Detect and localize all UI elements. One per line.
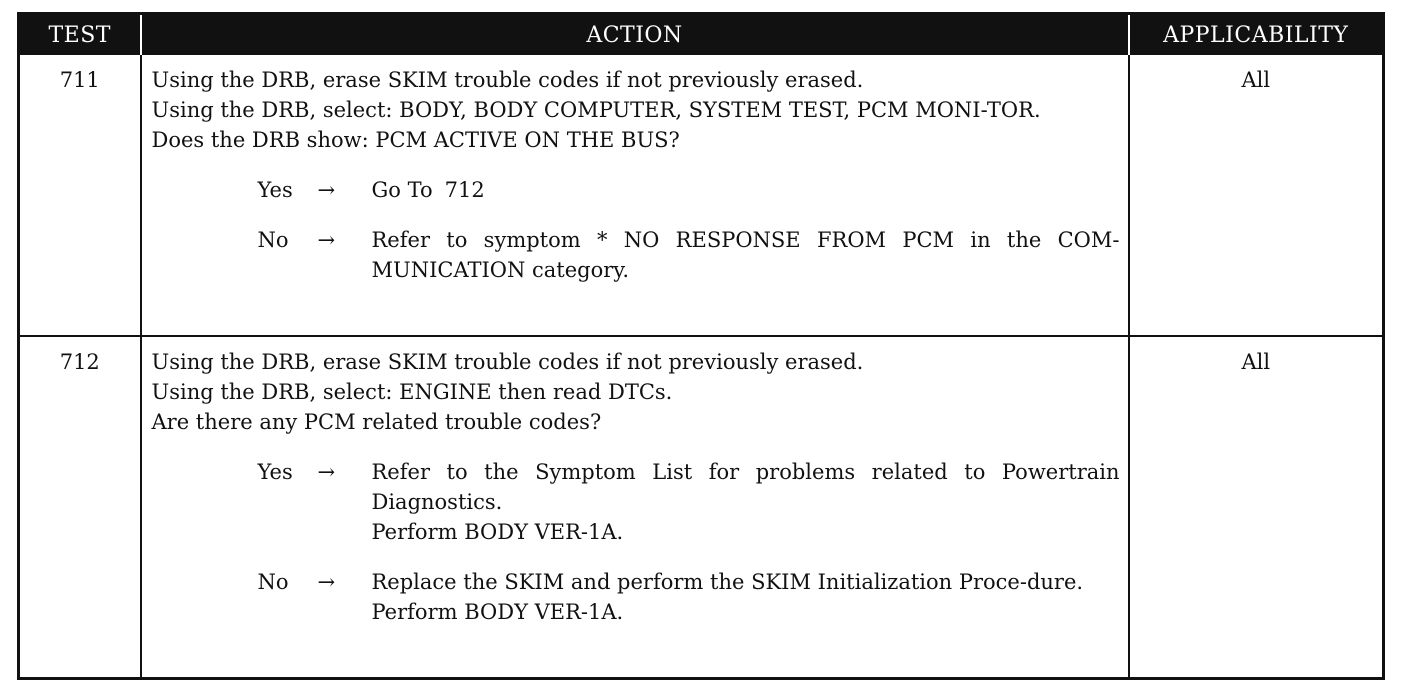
- table-row-712: [19, 336, 1384, 679]
- no-result: [372, 225, 1120, 285]
- action-question: Are there any PCM related trouble codes?: [151, 410, 602, 434]
- arrow-right-icon: →: [317, 570, 336, 594]
- no-label: No: [257, 570, 289, 594]
- no-result-line: Replace the SKIM and perform the SKIM Initialization Proce-dure.: [371, 570, 1084, 594]
- arrow-right-icon: →: [317, 228, 336, 252]
- yes-result-line: Refer to the Symptom List for problems related to Powertrain Diagnostics.: [371, 460, 1120, 514]
- test-number: 712: [19, 336, 141, 679]
- test-number: 711: [19, 55, 141, 336]
- no-label: No: [257, 228, 289, 252]
- yes-branch: [152, 175, 1120, 205]
- applicability-value: All: [1129, 55, 1384, 336]
- no-result-line: Refer to symptom * NO RESPONSE FROM PCM in the COM-MUNICATION category.: [371, 228, 1120, 282]
- action-step: Using the DRB, select: ENGINE then read DTCs.: [151, 380, 673, 404]
- table-row-711: [19, 55, 1384, 336]
- arrow-right-icon: →: [317, 460, 336, 484]
- table-header-row: [19, 14, 1384, 56]
- no-result: [372, 567, 1120, 627]
- header-action: ACTION: [141, 14, 1129, 56]
- header-test: TEST: [19, 14, 141, 56]
- action-step: Using the DRB, erase SKIM trouble codes if not previously erased.: [151, 68, 864, 92]
- header-applicability: APPLICABILITY: [1129, 14, 1384, 56]
- yes-label: Yes: [257, 460, 293, 484]
- action-step: Using the DRB, erase SKIM trouble codes if not previously erased.: [151, 350, 864, 374]
- no-result-line: Perform BODY VER-1A.: [371, 600, 624, 624]
- yes-label: Yes: [257, 178, 293, 202]
- action-cell: [141, 336, 1129, 679]
- yes-result-line: Perform BODY VER-1A.: [371, 520, 624, 544]
- no-branch: [152, 567, 1120, 627]
- applicability-value: All: [1241, 350, 1271, 374]
- arrow-right-icon: →: [317, 178, 336, 202]
- goto-text: Go To: [371, 178, 433, 202]
- goto-target: 712: [444, 178, 485, 202]
- yes-result: [372, 457, 1120, 547]
- action-step: Using the DRB, select: BODY, BODY COMPUTER, SYSTEM TEST, PCM MONI-TOR.: [151, 98, 1041, 122]
- yes-branch: [152, 457, 1120, 547]
- action-cell: [141, 55, 1129, 336]
- no-branch: [152, 225, 1120, 285]
- diagnostic-test-table: [17, 12, 1385, 680]
- action-question: Does the DRB show: PCM ACTIVE ON THE BUS?: [151, 128, 680, 152]
- yes-result: [372, 175, 1120, 205]
